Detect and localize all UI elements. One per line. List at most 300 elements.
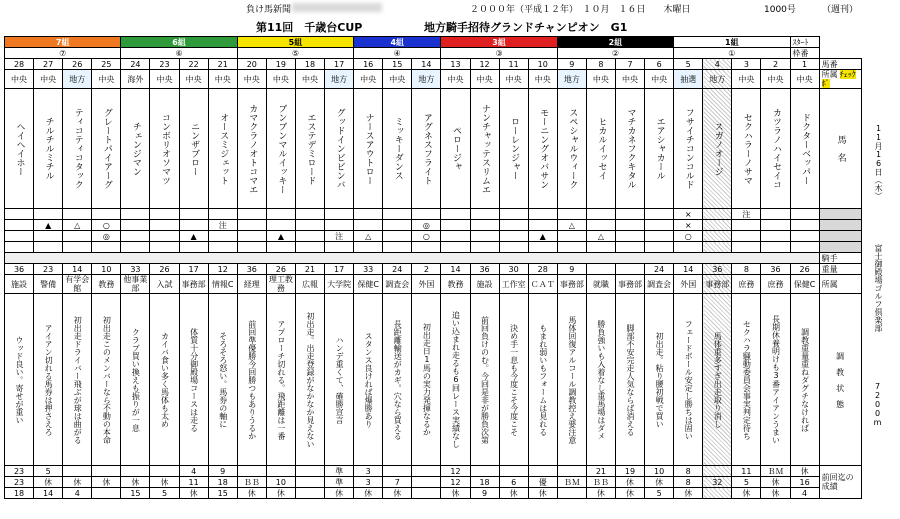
horse-weight: 14 — [674, 264, 703, 275]
horse-department: 事務部 — [179, 275, 208, 294]
horse-comment-text: そろそろ怒い。馬券の軸に — [218, 331, 228, 428]
horse-department: 入試 — [150, 275, 179, 294]
prediction-mark — [383, 220, 412, 231]
past-result — [499, 466, 528, 477]
prediction-mark — [761, 242, 790, 253]
horse-comment — [441, 294, 470, 466]
horse-number: 1 — [790, 59, 819, 70]
prediction-mark — [383, 209, 412, 220]
prediction-mark — [266, 242, 295, 253]
horse-department: 有学会館 — [63, 275, 92, 294]
horse-name — [790, 89, 819, 209]
horse-department: 教務 — [92, 275, 121, 294]
prediction-mark — [732, 220, 761, 231]
prediction-mark — [703, 220, 732, 231]
juryo-label: 重量 — [819, 264, 861, 275]
prediction-mark — [528, 242, 557, 253]
chokyo-text: 調 教 状 態 — [835, 351, 845, 408]
horse-weight: 36 — [761, 264, 790, 275]
prediction-mark — [325, 209, 354, 220]
past-result: 休 — [179, 488, 208, 499]
horse-department: 理工教務 — [266, 275, 295, 294]
horse-name-text: ローレンジャー — [509, 117, 520, 180]
horse-affiliation: 中央 — [441, 70, 470, 89]
horse-name-text: ペロージャ — [450, 126, 461, 171]
horse-weight: 26 — [790, 264, 819, 275]
past-result: 5 — [150, 488, 179, 499]
prediction-mark — [528, 209, 557, 220]
prediction-mark — [295, 242, 324, 253]
group-number: ⑦ — [5, 48, 121, 59]
horse-name — [499, 89, 528, 209]
horse-affiliation: 中央 — [208, 70, 237, 89]
horse-name — [34, 89, 63, 209]
horse-department: 事務部 — [703, 275, 732, 294]
blurred-label — [819, 242, 861, 253]
horse-weight: 14 — [441, 264, 470, 275]
prediction-mark — [586, 209, 615, 220]
horse-comment-text: 初出走このメンバーなら不動の本命 — [102, 315, 112, 444]
prediction-mark — [441, 242, 470, 253]
past-result: 10 — [266, 477, 295, 488]
horse-comment — [266, 294, 295, 466]
horse-comment — [92, 294, 121, 466]
horse-comment — [703, 294, 732, 466]
prediction-mark — [441, 220, 470, 231]
past-result — [92, 488, 121, 499]
horse-number: 3 — [732, 59, 761, 70]
prediction-mark — [237, 231, 266, 242]
horse-number: 12 — [470, 59, 499, 70]
horse-comment — [586, 294, 615, 466]
horse-comment-text: もまれ弱いもフォームは見れる — [538, 323, 548, 436]
zenkai-label — [819, 466, 861, 499]
horse-comment-text: ハンデ重くて、確勝宣言 — [335, 335, 345, 424]
horse-name-text: チルチルミチル — [43, 117, 54, 180]
past-result: 11 — [732, 466, 761, 477]
horse-name — [470, 89, 499, 209]
past-result: 休 — [441, 488, 470, 499]
horse-name-text: ティコティコタック — [72, 108, 83, 189]
prediction-mark — [557, 242, 586, 253]
horse-comment — [325, 294, 354, 466]
group-number: ⑥ — [121, 48, 237, 59]
past-result: 12 — [441, 466, 470, 477]
horse-weight — [615, 264, 644, 275]
horse-comment-text: 調教重量重ねダグチなければ — [800, 327, 810, 432]
past-result: 5 — [645, 488, 674, 499]
horse-name — [615, 89, 644, 209]
past-result: 18 — [5, 488, 34, 499]
horse-affiliation: 中央 — [295, 70, 324, 89]
past-result: 12 — [441, 477, 470, 488]
horse-comment-text: 馬体重多すぎ出走取り消し — [713, 331, 723, 428]
blurred-header — [292, 3, 382, 12]
horse-weight: 36 — [703, 264, 732, 275]
prediction-mark — [441, 231, 470, 242]
horse-comment — [34, 294, 63, 466]
past-result — [703, 488, 732, 499]
prediction-mark — [295, 231, 324, 242]
horse-name — [732, 89, 761, 209]
horse-comment-text: クラブ買い換えも振りが一息 — [131, 327, 141, 432]
group-band: 5組 — [237, 37, 353, 48]
past-result: 3 — [354, 466, 383, 477]
horse-name — [586, 89, 615, 209]
horse-name-text: ヘイヘイホー — [14, 121, 25, 176]
prediction-mark — [703, 209, 732, 220]
horse-comment — [790, 294, 819, 466]
horse-number: 28 — [5, 59, 34, 70]
horse-name-text: スペシャルウィーク — [567, 108, 578, 189]
choice-text: ﾁｪｯｸﾎﾟ — [821, 70, 856, 88]
past-result: 休 — [63, 477, 92, 488]
prediction-mark — [92, 242, 121, 253]
past-result: ＢＢ — [586, 477, 615, 488]
horse-affiliation: 中央 — [528, 70, 557, 89]
horse-department: 外国 — [412, 275, 441, 294]
horse-number: 16 — [354, 59, 383, 70]
horse-weight: 12 — [208, 264, 237, 275]
horse-comment-text: カイバ食い多く馬体も太め — [160, 331, 170, 428]
group-number: ③ — [441, 48, 557, 59]
horse-affiliation: 海外 — [121, 70, 150, 89]
prediction-mark: ▲ — [528, 231, 557, 242]
prediction-mark — [470, 209, 499, 220]
horse-name-text: ヒカルイッセイ — [596, 117, 607, 180]
horse-weight: 24 — [383, 264, 412, 275]
kishu-label: 騎手 — [819, 253, 861, 264]
past-result: 休 — [674, 488, 703, 499]
past-result: 休 — [266, 488, 295, 499]
prediction-mark: × — [674, 220, 703, 231]
horse-name-text: ブンブンマルイッキー — [276, 103, 287, 194]
prediction-mark — [586, 220, 615, 231]
prediction-mark — [557, 231, 586, 242]
horse-weight: 26 — [150, 264, 179, 275]
past-result: 休 — [237, 488, 266, 499]
prediction-mark: ◎ — [412, 220, 441, 231]
shozoku-text: 所属 — [821, 70, 838, 79]
horse-name — [208, 89, 237, 209]
horse-comment — [237, 294, 266, 466]
horse-department: 大学院 — [325, 275, 354, 294]
horse-comment-text: 決め手一息も今度こそ今度こそ — [509, 323, 519, 436]
horse-affiliation: 中央 — [499, 70, 528, 89]
past-result: 18 — [470, 477, 499, 488]
prediction-mark — [470, 242, 499, 253]
past-result — [266, 466, 295, 477]
prediction-mark — [674, 242, 703, 253]
horse-name — [674, 89, 703, 209]
past-result: 5 — [34, 466, 63, 477]
horse-department: 事務部 — [615, 275, 644, 294]
horse-comment — [674, 294, 703, 466]
horse-comment-text: 初出走ドライバー飛ぶが球は曲がる — [73, 315, 83, 444]
horse-comment — [5, 294, 34, 466]
past-result — [92, 466, 121, 477]
horse-comment — [208, 294, 237, 466]
horse-affiliation: 地方 — [703, 70, 732, 89]
horse-name-text: ミッキーダンス — [392, 117, 403, 180]
zenkai-text: 前回迄の成績 — [821, 473, 854, 491]
prediction-mark — [645, 242, 674, 253]
prediction-mark — [92, 209, 121, 220]
prediction-mark — [237, 220, 266, 231]
horse-name-text: アグネスフライト — [421, 112, 432, 185]
prediction-mark — [790, 209, 819, 220]
prediction-mark: △ — [557, 220, 586, 231]
past-result: 休 — [732, 488, 761, 499]
header-bar — [0, 0, 900, 16]
bamei-text: 馬 名 — [835, 135, 846, 162]
horse-comment — [150, 294, 179, 466]
horse-comment-text: 前回準優勝今回勝つもありうるか — [247, 319, 257, 440]
prediction-mark — [121, 242, 150, 253]
prediction-mark — [441, 209, 470, 220]
past-result: 休 — [761, 477, 790, 488]
horse-number: 2 — [761, 59, 790, 70]
prediction-mark: ▲ — [266, 231, 295, 242]
waku-label: 枠番 — [790, 48, 819, 59]
prediction-mark — [325, 220, 354, 231]
horse-comment-text: 長距離輸送がカギ。穴なら買える — [393, 319, 403, 440]
prediction-mark — [5, 231, 34, 242]
horse-department: 保健C — [354, 275, 383, 294]
horse-name-text: セクハラーノサマ — [741, 112, 752, 185]
prediction-mark — [645, 220, 674, 231]
past-result: 休 — [790, 466, 819, 477]
past-result — [412, 477, 441, 488]
prediction-mark — [121, 209, 150, 220]
horse-affiliation: 中央 — [354, 70, 383, 89]
horse-number: 25 — [92, 59, 121, 70]
horse-weight: 2 — [412, 264, 441, 275]
horse-name-text: チェンジマン — [130, 121, 141, 176]
past-result: 7 — [383, 477, 412, 488]
horse-name-text: エステデミロード — [305, 112, 316, 185]
prediction-mark: ◎ — [92, 231, 121, 242]
prediction-mark — [645, 209, 674, 220]
horse-name-text: スガノオージ — [712, 121, 723, 176]
horse-department: 就職 — [586, 275, 615, 294]
horse-number: 27 — [34, 59, 63, 70]
horse-number: 14 — [412, 59, 441, 70]
prediction-mark — [5, 220, 34, 231]
horse-weight — [586, 264, 615, 275]
bamei-label — [819, 89, 861, 209]
horse-comment-text: 初出走。粘り腰初戦で買い — [655, 331, 665, 428]
past-result: 休 — [92, 477, 121, 488]
horse-name — [412, 89, 441, 209]
horse-weight: 26 — [266, 264, 295, 275]
blurred-label — [819, 209, 861, 220]
past-result: 休 — [528, 488, 557, 499]
prediction-mark — [615, 209, 644, 220]
horse-name-text: マチカネフクキタル — [625, 108, 636, 189]
past-result: 9 — [470, 488, 499, 499]
prediction-mark — [615, 231, 644, 242]
horse-comment-text: 馬体回復アルコール調教控え要注意 — [567, 315, 577, 444]
past-result: 休 — [325, 488, 354, 499]
horse-comment-text: セクハラ騒動委員会事実判定待ち — [742, 319, 752, 440]
past-result: 15 — [208, 488, 237, 499]
horse-affiliation: 中央 — [92, 70, 121, 89]
horse-department: 調査会 — [383, 275, 412, 294]
past-result: 休 — [586, 488, 615, 499]
group-band: 2組 — [557, 37, 673, 48]
horse-number: 22 — [179, 59, 208, 70]
past-result — [557, 488, 586, 499]
horse-name — [441, 89, 470, 209]
horse-name-text: コンボリオソマツ — [160, 112, 171, 185]
past-result — [150, 466, 179, 477]
prediction-mark — [121, 231, 150, 242]
prediction-mark: 注 — [325, 231, 354, 242]
horse-department: 調査会 — [645, 275, 674, 294]
umaban-label: 馬番 — [819, 59, 861, 70]
prediction-mark — [732, 231, 761, 242]
horse-weight: 8 — [732, 264, 761, 275]
horse-name — [150, 89, 179, 209]
horse-comment-text: ウッド良い。寄せが重い — [15, 335, 25, 424]
prediction-mark — [703, 242, 732, 253]
horse-comment — [557, 294, 586, 466]
past-result — [295, 488, 324, 499]
prediction-mark — [295, 220, 324, 231]
past-result: 15 — [121, 488, 150, 499]
horse-comment-text: 初出走。出走登録がなかなか見えない — [305, 311, 315, 448]
past-result: 19 — [615, 466, 644, 477]
prediction-mark — [586, 242, 615, 253]
horse-name — [92, 89, 121, 209]
past-result: 5 — [732, 477, 761, 488]
prediction-mark: 注 — [208, 220, 237, 231]
horse-name-text: オースミジェット — [218, 112, 229, 185]
past-result — [63, 466, 92, 477]
horse-number: 11 — [499, 59, 528, 70]
horse-affiliation: 中央 — [586, 70, 615, 89]
past-result: 21 — [586, 466, 615, 477]
horse-comment-text: 初出走日1馬の実力発揮なるか — [422, 323, 432, 436]
horse-department: 庶務 — [732, 275, 761, 294]
past-result — [412, 488, 441, 499]
horse-name — [761, 89, 790, 209]
horse-number: 18 — [295, 59, 324, 70]
horse-weight: 36 — [5, 264, 34, 275]
horse-comment — [63, 294, 92, 466]
past-result: 11 — [179, 477, 208, 488]
prediction-mark: △ — [586, 231, 615, 242]
horse-comment-text: 体質十分御殿場コースは走る — [189, 327, 199, 432]
horse-name — [295, 89, 324, 209]
blurred-label — [819, 220, 861, 231]
past-result: 10 — [645, 466, 674, 477]
horse-number: 6 — [645, 59, 674, 70]
prediction-mark — [208, 242, 237, 253]
past-result — [528, 466, 557, 477]
race-date: 11月16日（木） — [874, 124, 883, 200]
prediction-mark — [179, 209, 208, 220]
horse-weight: 21 — [295, 264, 324, 275]
prediction-mark — [499, 209, 528, 220]
prediction-mark — [354, 220, 383, 231]
horse-comment — [615, 294, 644, 466]
horse-comment — [732, 294, 761, 466]
course-distance: 7200m — [873, 382, 882, 427]
horse-department: 情報C — [208, 275, 237, 294]
past-result: 23 — [5, 477, 34, 488]
horse-department: 事務部 — [557, 275, 586, 294]
horse-affiliation: 中央 — [179, 70, 208, 89]
prediction-mark: △ — [63, 220, 92, 231]
prediction-mark — [615, 220, 644, 231]
weekly-label: （週刊） — [822, 5, 859, 15]
horse-affiliation: 中央 — [150, 70, 179, 89]
horse-name — [237, 89, 266, 209]
past-result: 8 — [674, 477, 703, 488]
horse-name — [703, 89, 732, 209]
horse-affiliation: 中央 — [790, 70, 819, 89]
horse-comment-text: 追い込まれ走るも6回レース実績なし — [451, 311, 461, 448]
past-result — [121, 466, 150, 477]
prediction-mark — [615, 242, 644, 253]
horse-number: 26 — [63, 59, 92, 70]
prediction-mark — [383, 242, 412, 253]
prediction-mark — [295, 209, 324, 220]
chokyo-label — [819, 294, 861, 466]
past-result: 3 — [354, 477, 383, 488]
past-result — [295, 466, 324, 477]
horse-number: 10 — [528, 59, 557, 70]
past-result: 休 — [615, 477, 644, 488]
horse-number: 17 — [325, 59, 354, 70]
prediction-mark — [5, 242, 34, 253]
horse-department: 工作室 — [499, 275, 528, 294]
horse-comment-text: 前回負けのむ。今回是非が勝負次第 — [480, 315, 490, 444]
blurred-row — [5, 253, 820, 264]
horse-name-text: ニンザブロー — [189, 121, 200, 176]
past-result: 14 — [34, 488, 63, 499]
past-result: 16 — [790, 477, 819, 488]
horse-comment-text: アイアン切れる馬券は押さえろ — [44, 323, 54, 436]
horse-weight: 14 — [63, 264, 92, 275]
prediction-mark — [34, 209, 63, 220]
racecard-table — [4, 36, 862, 499]
prediction-mark — [34, 231, 63, 242]
paper-name: 負け馬新聞 — [246, 5, 292, 15]
prediction-mark: 注 — [732, 209, 761, 220]
horse-affiliation: 中央 — [761, 70, 790, 89]
group-number: ② — [557, 48, 673, 59]
horse-weight: 36 — [237, 264, 266, 275]
horse-name — [383, 89, 412, 209]
horse-department: 外国 — [674, 275, 703, 294]
horse-name-text: モーニングオバサン — [538, 108, 549, 189]
horse-name — [266, 89, 295, 209]
prediction-mark — [325, 242, 354, 253]
past-result: ＢＢ — [237, 477, 266, 488]
prediction-mark — [790, 231, 819, 242]
horse-weight: 33 — [354, 264, 383, 275]
horse-comment-text: フェードボール安定し勝ちは固い — [684, 319, 694, 440]
horse-department: 保健C — [790, 275, 819, 294]
past-result: ＢＭ — [557, 477, 586, 488]
horse-name-text: ナースアウトロー — [363, 112, 374, 185]
past-result: 休 — [499, 488, 528, 499]
prediction-mark — [470, 231, 499, 242]
horse-comment-text: 勝負強いも入着なし重馬場はダメ — [596, 319, 606, 440]
